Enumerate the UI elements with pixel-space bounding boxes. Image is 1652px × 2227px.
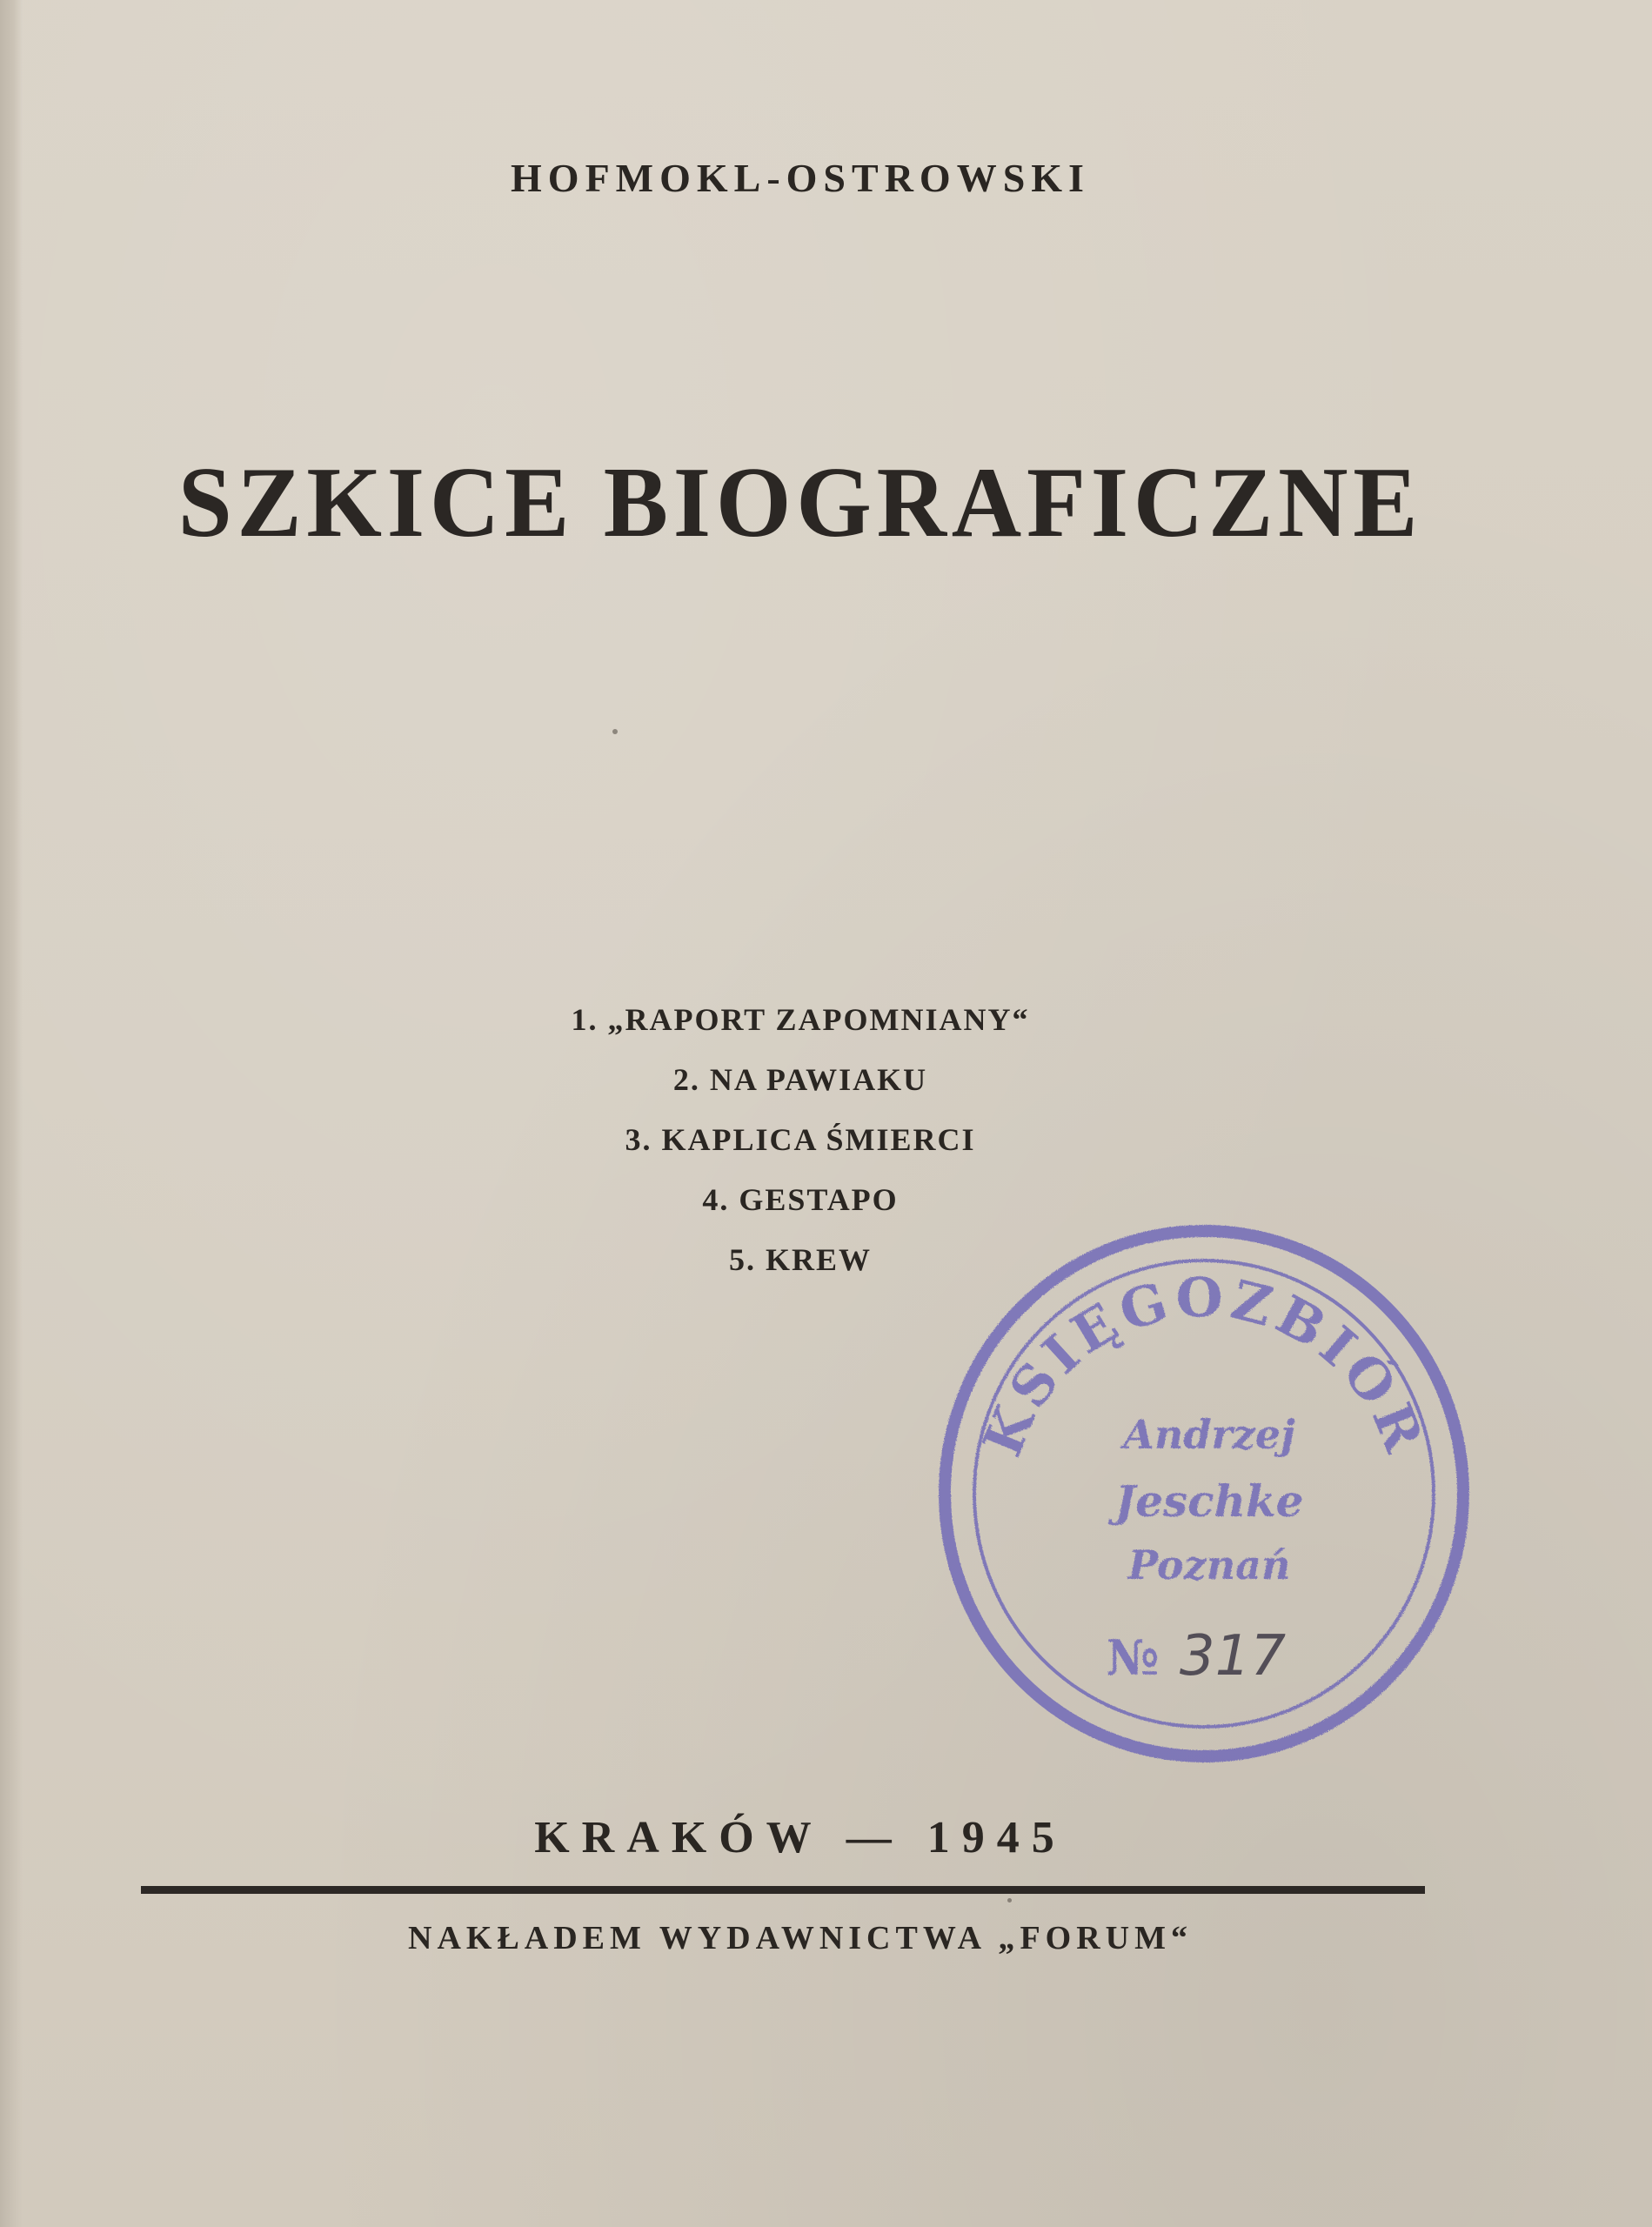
paper-speck	[1007, 1898, 1012, 1903]
book-title: SZKICE BIOGRAFICZNE	[177, 447, 1423, 558]
library-stamp	[933, 1222, 1475, 1770]
stamp-owner-first-name: Andrzej	[1123, 1411, 1295, 1458]
publication-place-year: KRAKÓW — 1945	[534, 1813, 1067, 1863]
author-name: HOFMOKL-OSTROWSKI	[511, 156, 1090, 200]
contents-item: 5. KREW	[728, 1242, 872, 1277]
stamp-owner-city: Poznań	[1127, 1542, 1291, 1588]
stamp-ring-text: KSIĘGOZBIÓR	[970, 1265, 1438, 1465]
stamp-handwritten-number: 317	[1179, 1624, 1287, 1689]
contents-item: 4. GESTAPO	[702, 1182, 899, 1217]
stamp-number-prefix: №	[1106, 1629, 1160, 1687]
contents-item: 2. NA PAWIAKU	[672, 1062, 928, 1097]
publisher-line: NAKŁADEM WYDAWNICTWA „FORUM“	[408, 1920, 1193, 1956]
contents-item: 3. KAPLICA ŚMIERCI	[625, 1122, 976, 1157]
paper-speck	[612, 729, 618, 734]
contents-item: 1. „RAPORT ZAPOMNIANY“	[571, 1002, 1030, 1037]
stamp-owner-surname: Jeschke	[1114, 1475, 1304, 1527]
divider-rule	[141, 1886, 1425, 1894]
